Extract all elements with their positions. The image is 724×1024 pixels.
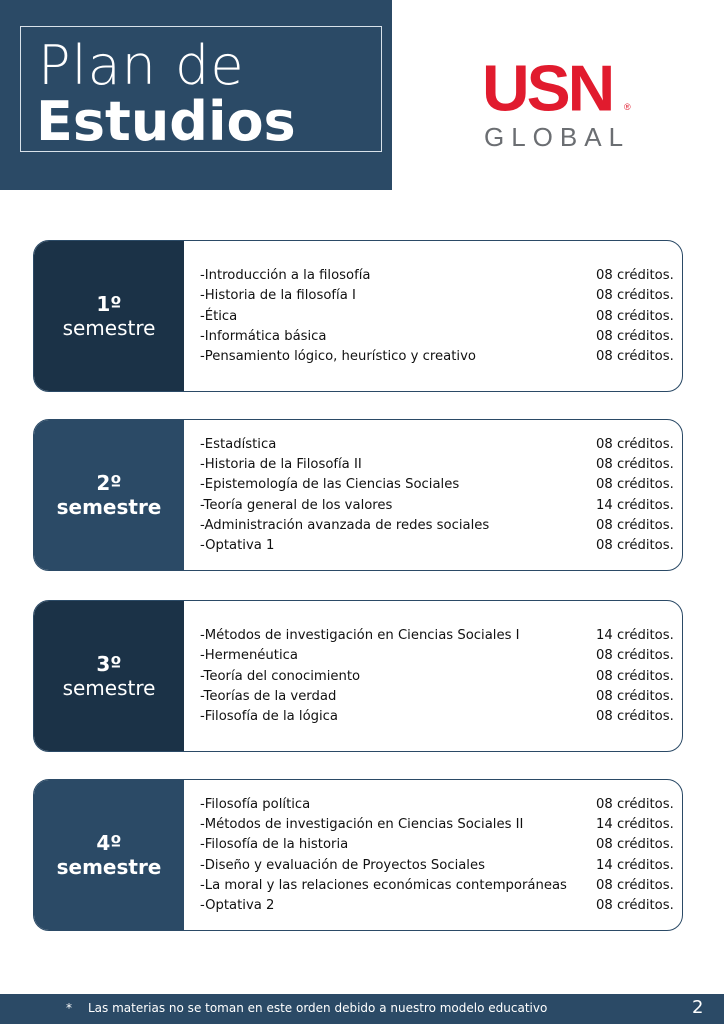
course-name: -Introducción a la filosofía [200,268,371,284]
usn-global-logo [482,51,632,154]
course-credits: 08 créditos. [596,897,674,913]
course-credits: 14 créditos. [596,497,674,513]
course-name: -Métodos de investigación en Ciencias Sociales II [200,817,524,833]
semester-card-3 [33,600,683,752]
course-row [200,475,674,495]
semester-label-2 [34,420,184,570]
semester-word: semestre [56,495,162,519]
footnote-text: Las materias no se toman en este orden debido a nuestro modelo educativo [88,1001,548,1015]
course-name: -Informática básica [200,328,327,344]
course-row [200,686,674,706]
semester-label-4 [34,780,184,930]
course-name: -Pensamiento lógico, heurístico y creativo [200,348,476,364]
course-name: -Epistemología de las Ciencias Sociales [200,477,460,493]
semester-word: semestre [56,855,162,879]
course-name: -Optativa 2 [200,897,275,913]
course-row [200,855,674,875]
page-title-line1: Plan de [38,34,245,97]
semester-card-1 [33,240,683,392]
course-name: -Historia de la filosofía I [200,288,356,304]
semester-word: semestre [62,316,156,340]
course-name: -Métodos de investigación en Ciencias Sociales I [200,628,520,644]
course-credits: 08 créditos. [596,877,674,893]
course-row [200,434,674,454]
logo-subtitle: GLOBAL [484,122,631,152]
semester-number: 2º [96,471,122,495]
course-row [200,835,674,855]
course-credits: 08 créditos. [596,668,674,684]
course-credits: 08 créditos. [596,708,674,724]
page-title-line2: Estudios [36,90,296,153]
course-row [200,895,674,915]
course-name: -Filosofía política [200,797,311,813]
course-credits: 08 créditos. [596,328,674,344]
course-credits: 08 créditos. [596,308,674,324]
semester-number: 4º [96,831,122,855]
course-name: -Estadística [200,437,277,453]
course-name: -Administración avanzada de redes sociales [200,517,490,533]
course-list [200,420,674,570]
semester-word: semestre [62,676,156,700]
course-credits: 08 créditos. [596,288,674,304]
course-credits: 08 créditos. [596,517,674,533]
course-credits: 08 créditos. [596,477,674,493]
course-credits: 08 créditos. [596,648,674,664]
semester-number: 3º [96,652,122,676]
course-row [200,346,674,366]
page-footer [0,994,724,1024]
course-credits: 08 créditos. [596,437,674,453]
course-credits: 08 créditos. [596,537,674,553]
course-credits: 08 créditos. [596,688,674,704]
course-list [200,241,674,391]
course-row [200,875,674,895]
course-row [200,646,674,666]
course-name: -Teoría del conocimiento [200,668,361,684]
semester-number: 1º [96,292,122,316]
course-row [200,495,674,515]
logo-registered-mark: ® [624,102,631,112]
course-name: -Historia de la Filosofía II [200,457,362,473]
course-row [200,455,674,475]
course-row [200,515,674,535]
course-row [200,794,674,814]
course-credits: 08 créditos. [596,837,674,853]
course-name: -Filosofía de la historia [200,837,349,853]
page-number: 2 [692,997,704,1018]
course-row [200,626,674,646]
course-name: -Hermenéutica [200,648,298,664]
course-row [200,306,674,326]
course-row [200,286,674,306]
course-credits: 14 créditos. [596,817,674,833]
course-row [200,266,674,286]
semester-card-2 [33,419,683,571]
course-row [200,326,674,346]
course-row [200,535,674,555]
title-banner [0,0,392,190]
course-name: -Teoría general de los valores [200,497,393,513]
course-credits: 14 créditos. [596,628,674,644]
course-row [200,815,674,835]
course-credits: 08 créditos. [596,797,674,813]
course-list [200,780,674,930]
course-name: -La moral y las relaciones económicas contemporáneas [200,877,567,893]
course-credits: 14 créditos. [596,857,674,873]
semester-label-3 [34,601,184,751]
semester-card-4 [33,779,683,931]
footnote-asterisk: * [66,1001,72,1015]
course-credits: 08 créditos. [596,457,674,473]
course-credits: 08 créditos. [596,348,674,364]
course-name: -Teorías de la verdad [200,688,337,704]
course-list [200,601,674,751]
course-name: -Ética [200,308,238,324]
course-row [200,706,674,726]
course-credits: 08 créditos. [596,268,674,284]
course-name: -Filosofía de la lógica [200,708,339,724]
logo-mark: USN [482,51,613,125]
course-row [200,666,674,686]
semester-label-1 [34,241,184,391]
course-name: -Optativa 1 [200,537,275,553]
course-name: -Diseño y evaluación de Proyectos Sociales [200,857,485,873]
